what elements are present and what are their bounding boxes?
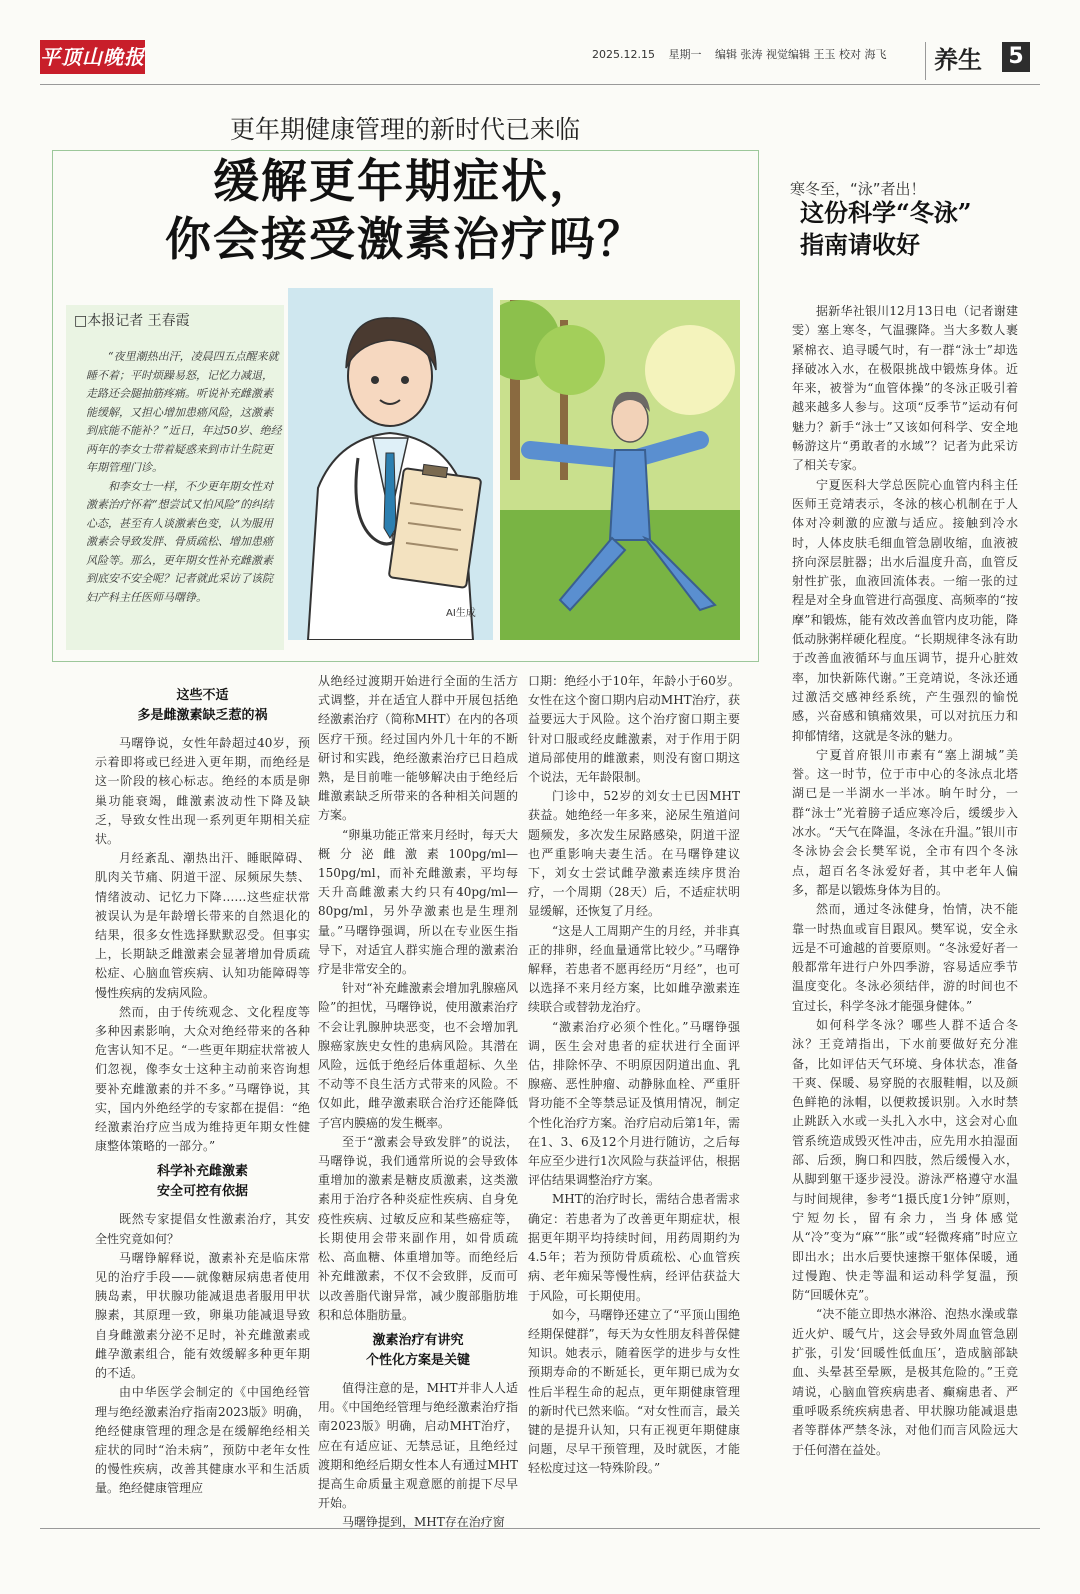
- footer-rule: [40, 1528, 1040, 1529]
- article-column-3: [528, 672, 740, 1479]
- article-kicker: 更年期健康管理的新时代已来临: [229, 115, 580, 144]
- subhead-3-line-1: 激素治疗有讲究: [372, 1332, 464, 1348]
- subhead-2-line-2: 安全可控有依据: [156, 1184, 248, 1200]
- body-paragraph: 马曙铮提到，MHT存在治疗窗: [342, 1515, 505, 1530]
- body-paragraph: 马曙铮说，女性年龄超过40岁，预示着即将或已经进入更年期，而绝经是这一阶段的核心标志。绝经的本质是卵巢功能衰竭，雌激素波动性下降及缺乏，导致女性出现一系列更年期相关症状。: [95, 736, 310, 847]
- sidebar-headline-line-1: 这份科学“冬泳”: [800, 198, 972, 227]
- section-name: 养生: [934, 45, 982, 74]
- page-number: 5: [1002, 42, 1030, 72]
- body-paragraph: 针对“补充雌激素会增加乳腺癌风险”的担忧，马曙铮说，使用激素治疗不会让乳腺肿块恶变，也不会增加乳腺癌家族史女性的患病风险。其潜在风险，远低于绝经后体重超标、久坐不动等不良生活方式带来的风险。不仅如此，雌孕激素联合治疗还能降低子宫内膜癌的发生概率。: [318, 981, 518, 1130]
- lead-paragraphs: [86, 348, 282, 607]
- header-rule: [40, 84, 1040, 85]
- editor-credits: 编辑 张涛 视觉编辑 王玉 校对 海飞: [714, 48, 887, 61]
- lead-paragraph-2: 和李女士一样，不少更年期女性对激素治疗怀着“想尝试又怕风险”的纠结心态，甚至有人谈激素色变，认为服用激素会导致发胖、骨质疏松、增加患癌风险等。那么，更年期女性补充雌激素到底安不安全呢？记者就此采访了该院妇产科主任医师马曙铮。: [86, 479, 274, 604]
- article-column-2: [318, 672, 518, 1533]
- article-headline: [60, 152, 750, 268]
- exercise-illustration: [500, 300, 740, 640]
- issue-date: 2025.12.15: [592, 48, 655, 61]
- headline-line-1: 缓解更年期症状，: [213, 154, 597, 208]
- exercise-drawing: [500, 300, 740, 640]
- subhead-1-line-2: 多是雌激素缺乏惹的祸: [137, 708, 268, 723]
- sidebar-paragraph: “决不能立即热水淋浴、泡热水澡或靠近火炉、暖气片，这会导致外周血管急剧扩张，引发‘回暖性低血压’，造成脑部缺血、头晕甚至晕厥，是极其危险的。”王竞靖说，心脑血管疾病患者、癫痫患者、严重呼吸系统疾病患者、甲状腺功能减退患者等群体严禁冬泳，对他们而言风险远大于任何潜在益处。: [792, 1307, 1018, 1457]
- body-paragraph: 从绝经过渡期开始进行全面的生活方式调整，并在适宜人群中开展包括绝经激素治疗（简称MHT）在内的各项医疗干预。经过国内外几十年的不断研讨和实践，绝经激素治疗已日趋成熟，是目前唯一能够解决由于绝经后雌激素缺乏所带来的各种相关问题的方案。: [318, 674, 518, 823]
- body-paragraph: 口期：绝经小于10年，年龄小于60岁。女性在这个窗口期内启动MHT治疗，获益要远大于风险。这个治疗窗口期主要针对口服或经皮雌激素，对于作用于阴道局部使用的雌激素，则没有窗口期这个说法，无年龄限制。: [528, 674, 740, 785]
- body-paragraph: 至于“激素会导致发胖”的说法，马曙铮说，我们通常所说的会导致体重增加的激素是糖皮质激素，这类激素用于治疗各种炎症性疾病、自身免疫性疾病、过敏反应和某些癌症等，长期使用会带来副作用，如骨质疏松、高血糖、体重增加等。而绝经后补充雌激素，不仅不会致胖，反而可以改善脂代谢异常，减少腹部脂肪堆积和总体脂肪量。: [318, 1134, 518, 1322]
- subhead-2-line-1: 科学补充雌激素: [156, 1164, 248, 1180]
- lead-paragraph-1: “夜里潮热出汗，凌晨四五点醒来就睡不着；平时烦躁易怒，记忆力减退，走路还会腿抽筋疼痛。听说补充雌激素能缓解，又担心增加患癌风险，这激素到底能不能补？”近日，年过50岁、绝经两年的李女士带着疑惑来到市计生院更年期管理门诊。: [86, 350, 282, 474]
- page-header: [0, 0, 1080, 84]
- subhead-3: [318, 1331, 518, 1371]
- body-paragraph: 马曙铮解释说，激素补充是临床常见的治疗手段——就像糖尿病患者使用胰岛素，甲状腺功能减退患者服用甲状腺素，其原理一致，卵巢功能减退导致自身雌激素分泌不足时，补充雌激素或雌孕激素组合，能有效缓解多种更年期的不适。: [95, 1250, 310, 1381]
- headline-line-2: 你会接受激素治疗吗？: [165, 212, 645, 266]
- body-paragraph: 月经紊乱、潮热出汗、睡眠障碍、肌肉关节痛、阴道干涩、尿频尿失禁、情绪波动、记忆力下降……这些症状常被误认为是年龄增长带来的自然退化的结果，很多女性选择默默忍受。但事实上，长期缺乏雌激素会显著增加骨质疏松症、心脑血管疾病、认知功能障碍等慢性疾病的发病风险。: [95, 851, 310, 1000]
- sidebar-paragraph: 宁夏首府银川市素有“塞上湖城”美誉。这一时节，位于市中心的冬泳点北塔湖已是一半湖水一半冰。晌午时分，一群“泳士”光着膀子适应寒冷后，缓缓步入冰水。“天气在降温，冬泳在升温。”银川市冬泳协会会长樊军说，全市有四个冬泳点，超百名冬泳爱好者，其中老年人偏多，都是以锻炼身体为目的。: [792, 747, 1018, 897]
- body-paragraph: “卵巢功能正常来月经时，每天大概分泌雌激素100pg/ml—150pg/ml，而补充雌激素，平均每天升高雌激素大约只有40pg/ml—80pg/ml，另外孕激素也是生理剂量。”马曙铮强调，所以在专业医生指导下，对适宜人群实施合理的激素治疗是非常安全的。: [318, 827, 518, 977]
- header-divider: [925, 42, 926, 80]
- body-paragraph: “激素治疗必须个性化。”马曙铮强调，医生会对患者的症状进行全面评估，排除怀孕、不明原因阴道出血、乳腺癌、恶性肿瘤、动静脉血栓、严重肝肾功能不全等禁忌证及慎用情况，制定个性化治疗方案。治疗启动后第1年，需在1、3、6及12个月进行随访，之后每年应至少进行1次风险与获益评估，根据评估结果调整治疗方案。: [528, 1019, 740, 1188]
- body-paragraph: “这是人工周期产生的月经，并非真正的排卵，经血量通常比较少。”马曙铮解释，若患者不愿再经历“月经”，也可以选择不来月经方案，比如雌孕激素连续联合或替勃龙治疗。: [528, 923, 740, 1015]
- sidebar-column: [792, 302, 1018, 1460]
- body-paragraph: 如今，马曙铮还建立了“平顶山围绝经期保健群”，每天为女性朋友科普保健知识。她表示，随着医学的进步与女性预期寿命的不断延长，更年期已成为女性后半程生命的起点，更年期健康管理的新时代已然来临。“对女性而言，最关键的是提升认知，只有正视更年期健康问题，尽早干预管理，及时就医，才能轻松度过这一特殊阶段。”: [528, 1307, 740, 1476]
- sidebar-paragraph: 据新华社银川12月13日电（记者谢建雯）塞上寒冬，气温骤降。当大多数人裹紧棉衣、追寻暖气时，有一群“泳士”却选择破冰入水，在极限挑战中锻炼身体。近年来，被誉为“血管体操”的冬泳正吸引着越来越多人参与。这项“反季节”运动有何魅力？新手“泳士”又该如何科学、安全地畅游这片“勇敢者的水域”？记者为此采访了相关专家。: [792, 304, 1018, 473]
- byline: □本报记者 王春霞: [74, 313, 190, 329]
- newspaper-masthead-logo: 平顶山晚报: [40, 40, 145, 74]
- subhead-2: [95, 1162, 310, 1202]
- sidebar-headline: [800, 197, 1020, 261]
- body-paragraph: 由中华医学会制定的《中国绝经管理与绝经激素治疗指南2023版》明确，绝经健康管理的理念是在缓解绝经相关症状的同时“治未病”，预防中老年女性的慢性疾病，改善其健康水平和生活质量。绝经健康管理应: [95, 1385, 310, 1496]
- issue-weekday: 星期一: [668, 48, 702, 61]
- dateline: [592, 46, 896, 62]
- body-paragraph: 值得注意的是，MHT并非人人适用。《中国绝经管理与绝经激素治疗指南2023版》明确，启动MHT治疗，应在有适应证、无禁忌证，且绝经过渡期和绝经后期女性本人有通过MHT提高生命质量主观意愿的前提下尽早开始。: [318, 1380, 518, 1511]
- doctor-drawing: [288, 288, 493, 640]
- body-paragraph: 既然专家提倡女性激素治疗，其安全性究竟如何？: [95, 1212, 310, 1246]
- body-paragraph: MHT的治疗时长，需结合患者需求确定：若患者为了改善更年期症状，根据更年期平均持续时间，用药周期约为4.5年；若为预防骨质疏松、心血管疾病、老年痴呆等慢性病，经评估获益大于风险，可长期使用。: [528, 1192, 740, 1303]
- image-credit: AI生成: [446, 608, 476, 619]
- sidebar-paragraph: 然而，通过冬泳健身，怡情，决不能靠一时热血或盲目跟风。樊军说，安全永远是不可逾越的首要原则。“冬泳爱好者一般都常年进行户外四季游，容易适应季节温度变化。冬泳必须结伴，游的时间也不宜过长，科学冬泳才能强身健体。”: [792, 902, 1018, 1013]
- subhead-1: [95, 686, 310, 726]
- subhead-3-line-2: 个性化方案是关键: [365, 1352, 470, 1368]
- sidebar-headline-line-2: 指南请收好: [800, 230, 920, 259]
- subhead-1-line-1: 这些不适: [176, 688, 229, 703]
- body-paragraph: 门诊中，52岁的刘女士已因MHT获益。她绝经一年多来，泌尿生殖道问题频发，多次发生尿路感染，阴道干涩也严重影响夫妻生活。在马曙铮建议下，刘女士尝试雌孕激素连续序贯治疗，一个周期（28天）后，不适症状明显缓解，还恢复了月经。: [528, 789, 740, 919]
- sidebar-paragraph: 宁夏医科大学总医院心血管内科主任医师王竞靖表示，冬泳的核心机制在于人体对冷刺激的应激与适应。接触到冷水时，人体皮肤毛细血管急剧收缩，血液被挤向深层脏器；出水后温度升高，血管反射性扩张，血液回流体表。一缩一张的过程是对全身血管进行高强度、高频率的“按摩”和锻炼，能有效改善血管内皮功能，降低动脉粥样硬化程度。“长期规律冬泳有助于改善血液循环与血压调节，提升心脏效率，加快新陈代谢。”王竞靖说，冬泳还通过激活交感神经系统，产生强烈的愉悦感，兴奋感和镇痛效果，可以对抗压力和抑郁情绪，这就是冬泳的魅力。: [792, 477, 1018, 743]
- sidebar-paragraph: 如何科学冬泳？哪些人群不适合冬泳？王竞靖指出，下水前要做好充分准备，比如评估天气环境、身体状态，准备干爽、保暖、易穿脱的衣服鞋帽，以及颜色鲜艳的泳帽，以便救援识别。入水时禁止跳跃入水或一头扎入水中，这会对心血管系统造成毁灭性冲击，应先用水拍湿面部、后颈，胸口和四肢，然后缓慢入水，从脚到躯干逐步浸没。游泳严格遵守水温与时间规律，参考“1摄氏度1分钟”原则，宁短勿长，留有余力，当身体感觉从“冷”变为“麻”“胀”或“轻微疼痛”时应立即出水；出水后要快速擦干躯体保暖，通过慢跑、快走等温和运动科学复温，预防“回暖休克”。: [792, 1017, 1018, 1303]
- article-column-1: [95, 680, 310, 1499]
- sidebar-kicker: 寒冬至，“泳”者出！: [790, 180, 926, 198]
- body-paragraph: 然而，由于传统观念、文化程度等多种因素影响，大众对绝经带来的各种危害认知不足。“一些更年期症状常被人们忽视，像李女士这种主动前来咨询想要补充雌激素的并不多。”马曙铮说，其实，国内外绝经学的专家都在提倡：“绝经激素治疗应当成为维持更年期女性健康整体策略的一部分。”: [95, 1004, 310, 1154]
- doctor-illustration: [288, 288, 493, 640]
